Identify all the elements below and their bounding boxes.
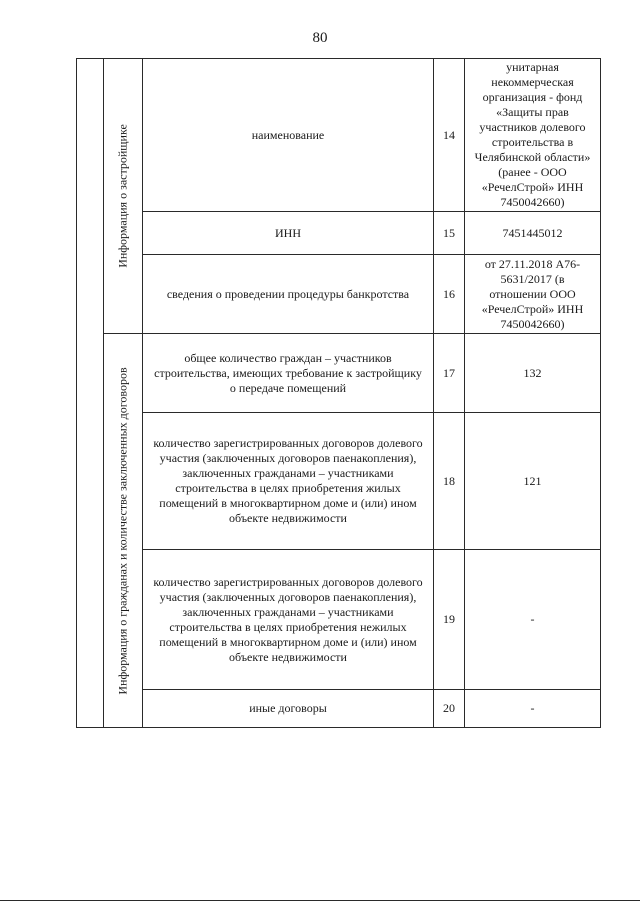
row-number: 15 bbox=[434, 212, 465, 255]
table-row bbox=[77, 255, 601, 334]
table-row bbox=[77, 690, 601, 728]
row-value: 7451445012 bbox=[465, 212, 601, 255]
row-number: 14 bbox=[434, 59, 465, 212]
row-number: 20 bbox=[434, 690, 465, 728]
row-number: 19 bbox=[434, 550, 465, 690]
row-number: 18 bbox=[434, 413, 465, 550]
table-row bbox=[77, 550, 601, 690]
blank-column bbox=[77, 59, 104, 728]
group-developer-info bbox=[104, 59, 143, 334]
table-row bbox=[77, 212, 601, 255]
row-name: наименование bbox=[143, 59, 434, 212]
row-name: общее количество граждан – участников строительства, имеющих требование к застройщику о передаче помещений bbox=[143, 334, 434, 413]
group-citizens-contracts bbox=[104, 334, 143, 728]
row-value: - bbox=[465, 550, 601, 690]
row-value: 121 bbox=[465, 413, 601, 550]
group-label: Информация о гражданах и количестве заключенных договоров bbox=[115, 366, 130, 695]
bottom-rule bbox=[0, 900, 640, 901]
row-name: сведения о проведении процедуры банкротства bbox=[143, 255, 434, 334]
row-name: ИНН bbox=[143, 212, 434, 255]
row-value: от 27.11.2018 А76-5631/2017 (в отношении ООО «РечелСтрой» ИНН 7450042660) bbox=[465, 255, 601, 334]
table-row bbox=[77, 59, 601, 212]
row-name: количество зарегистрированных договоров долевого участия (заключенных договоров паенакопления), заключенных гражданами – участниками строительства в целях приобретения жилых помещений в многоквартирном доме и (или) ином объекте недвижимости bbox=[143, 413, 434, 550]
row-value: унитарная некоммерческая организация - фонд «Защиты прав участников долевого строительства в Челябинской области» (ранее - ООО «РечелСтрой» ИНН 7450042660) bbox=[465, 59, 601, 212]
row-value: - bbox=[465, 690, 601, 728]
row-name: количество зарегистрированных договоров долевого участия (заключенных договоров паенакопления), заключенных гражданами – участниками строительства в целях приобретения нежилых помещений в многоквартирном доме и (или) ином объекте недвижимости bbox=[143, 550, 434, 690]
group-label: Информация о застройщике bbox=[115, 124, 130, 268]
page-number: 80 bbox=[312, 30, 328, 46]
table-row bbox=[77, 334, 601, 413]
row-name: иные договоры bbox=[143, 690, 434, 728]
row-number: 16 bbox=[434, 255, 465, 334]
row-number: 17 bbox=[434, 334, 465, 413]
row-value: 132 bbox=[465, 334, 601, 413]
info-table bbox=[76, 58, 601, 728]
table-row bbox=[77, 413, 601, 550]
